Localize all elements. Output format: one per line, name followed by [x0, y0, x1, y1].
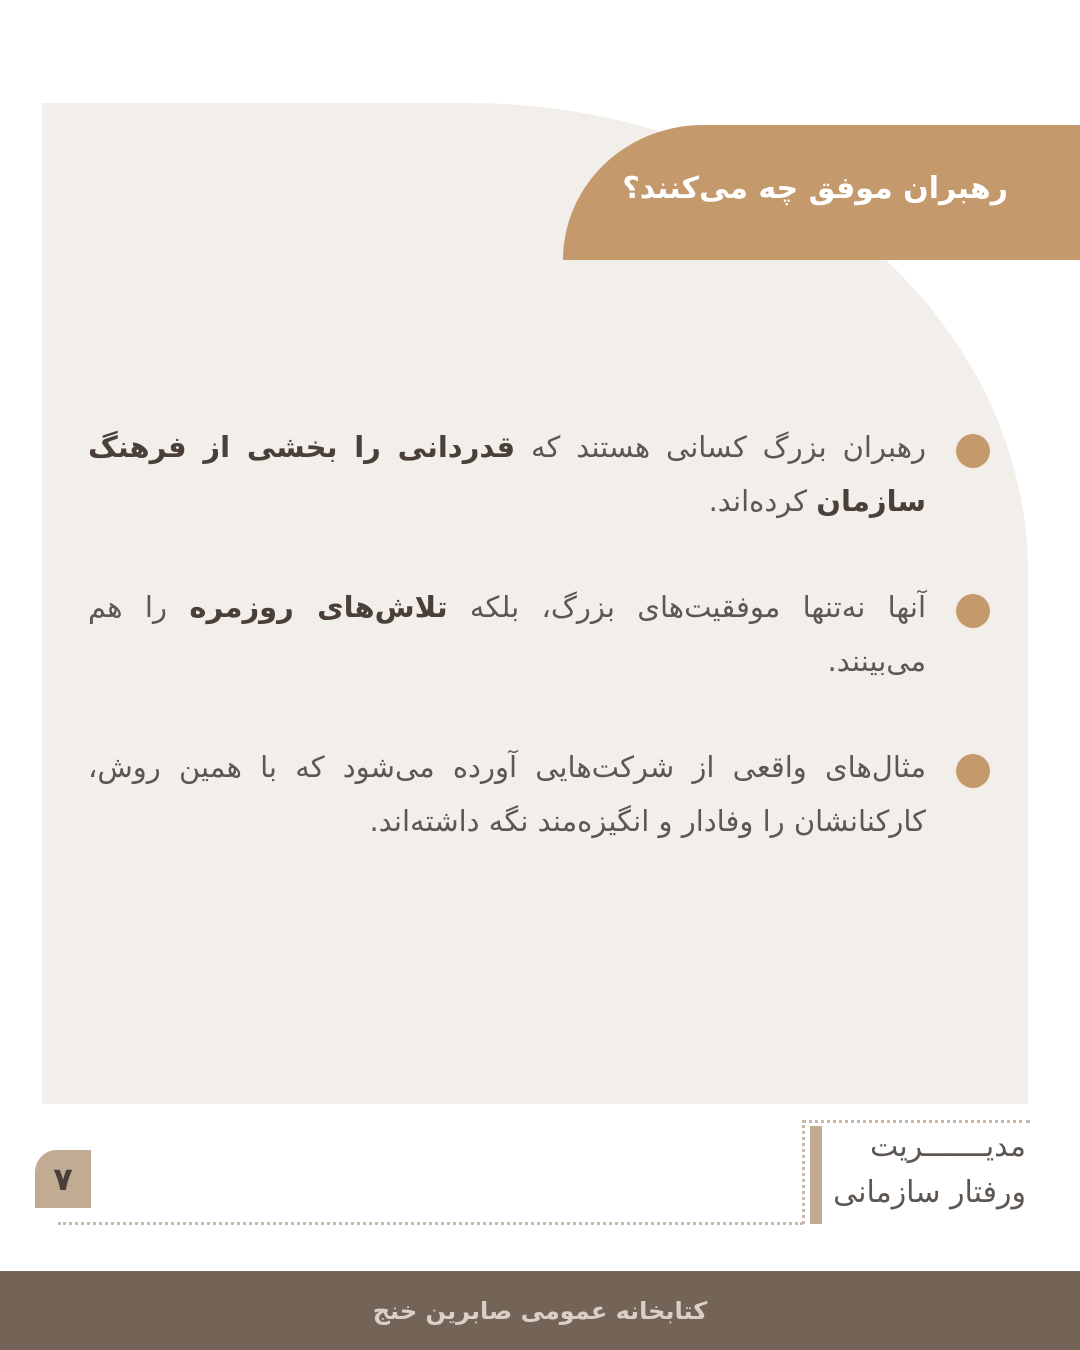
- dotted-divider: [58, 1222, 803, 1225]
- bullet-emphasis: تلاش‌های روزمره: [189, 590, 448, 624]
- bullet-dot-icon: [956, 434, 990, 468]
- page-number: ۷: [35, 1150, 91, 1208]
- footer-bar: [0, 1271, 1080, 1350]
- brand-label: [833, 1124, 1026, 1216]
- bullet-dot-icon: [956, 754, 990, 788]
- dotted-divider: [802, 1120, 1030, 1123]
- bullet-emphasis: قدردانی را بخشی از فرهنگ سازمان: [88, 430, 926, 518]
- dotted-divider: [802, 1120, 805, 1224]
- bullet-dot-icon: [956, 594, 990, 628]
- list-item: [88, 420, 998, 528]
- title-tab: [563, 125, 1080, 260]
- footer-text: کتابخانه عمومی صابرین خنج: [372, 1296, 708, 1325]
- bullet-text: رهبران بزرگ کسانی هستند که قدردانی را بخشی از فرهنگ سازمان کرده‌اند.: [88, 430, 926, 518]
- bullet-list: [88, 420, 998, 900]
- brand-line-1: مدیـــــــریت: [869, 1129, 1026, 1164]
- brand-line-2: ورفتار سازمانی: [833, 1175, 1026, 1210]
- brand-accent-bar: [810, 1126, 822, 1224]
- bullet-text: آنها نه‌تنها موفقیت‌های بزرگ، بلکه تلاش‌های روزمره را هم می‌بینند.: [88, 590, 926, 678]
- page-title: رهبران موفق چه می‌کنند؟: [622, 171, 1008, 206]
- list-item: [88, 580, 998, 688]
- bullet-text: مثال‌های واقعی از شرکت‌هایی آورده می‌شود که با همین روش، کارکنانشان را وفادار و انگیزه‌مند نگه داشته‌اند.: [88, 750, 926, 838]
- list-item: [88, 740, 998, 848]
